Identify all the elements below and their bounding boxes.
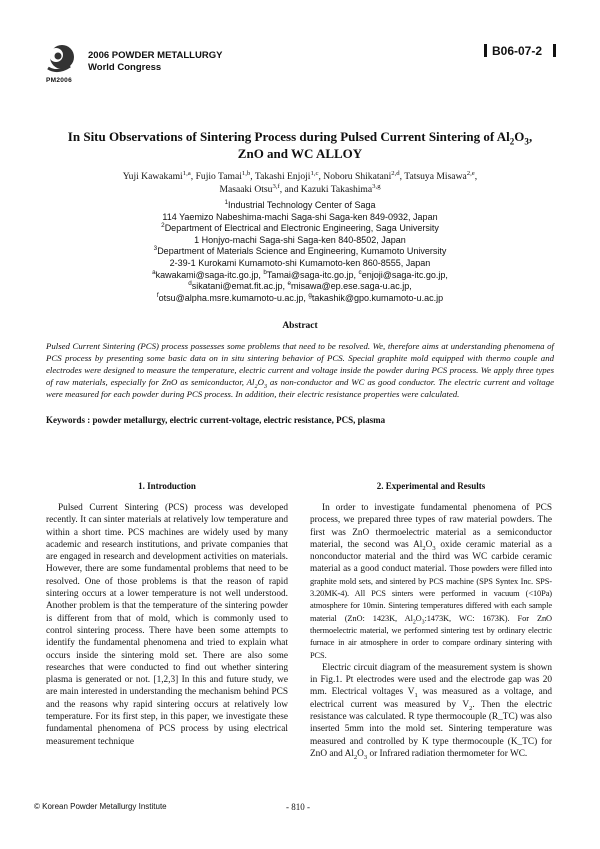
section2-paragraph-1: In order to investigate fundamental phenomena of PCS process, we prepared three types of raw material powders. The first was ZnO thermoelectric material as a semiconductor material, the second was $Al_2O_3$ oxide ceramic material as a nonconductor material and the third was WC carbide ceramic material as a good conduct material. Those powders were filled into graphite mold sets, and sintered by PCS machine (SPS Syntex Inc. SPS-3.20MK-4). All PCS sinters were performed in vacuum (<10Pa) atmosphere for 10min. Sintering temperatures differed with each sample material (ZnO: 1423K, $Al_2O_3:1473K$, WC: 1673K). For ZnO thermoelectric material, we performed sintering test by ordinary electric furnace in air atmosphere in order to compare ordinary sintering with PCS. bbox=[310, 503, 552, 660]
code-bar-left bbox=[484, 44, 487, 57]
logo-text: PM2006 bbox=[46, 77, 73, 84]
title-line2: ZnO and WC ALLOY bbox=[237, 146, 363, 161]
conference-name bbox=[88, 50, 222, 74]
page-number: - 810 - bbox=[286, 802, 310, 812]
authors bbox=[60, 170, 540, 196]
pm2006-logo-icon bbox=[42, 42, 78, 82]
title-line1: In Situ Observations of Sintering Process during Pulsed Current Sintering of $Al_2O_3$, bbox=[67, 129, 533, 147]
affiliation-2-address: 1 Honjyo-machi Saga-shi Saga-ken 840-8502, Japan bbox=[194, 234, 406, 245]
abstract-text: Pulsed Current Sintering (PCS) process possesses some problems that need to be resolved. We, therefore aims at understanding phenomena of PCS process by presenting some basic data on in situ sintering behavior of PCS. Special graphite mold equipped with thermo couple and electrodes were designed to measure the temperature, electric current and voltage inside the powder during PCS process. We apply three types of raw materials, especially for ZnO as semiconductor, $Al_2O_3$ as non-conductor and WC as good conductor. The electric current and voltage were measured for each powder during PCS process. In addition, their electric resistance properties were calculated. bbox=[46, 341, 554, 399]
email-line-1: $^a$kawakami@saga-itc.go.jp, $^b$Tamai@saga-itc.go.jp, $^c$enjoji@saga-itc.go.jp, bbox=[152, 268, 448, 280]
keywords: Keywords : powder metallurgy, electric current-voltage, electric resistance, PCS, plasma bbox=[46, 415, 386, 425]
section2-body bbox=[310, 502, 552, 760]
section2-paragraph-2: Electric circuit diagram of the measurement system is shown in Fig.1. Pt electrodes were used and the electrode gap was 20 mm. Electrical voltages $V_1$ was measured as a voltage, and electrical current was measured by $V_2$. Then the electric resistance was calculated. R type thermocouple (R_TC) was also inserted 5mm into the mold set. Sintering temperature was measured and controlled by K type thermocouple (K_TC) for ZnO and $Al_2O_3$ or Infrared radiation thermometer for WC. bbox=[310, 662, 552, 761]
affiliations bbox=[70, 200, 530, 304]
authors-line2: Masaaki Otsu$^{3,f}$, and Kazuki Takashima$^{3,g}$ bbox=[219, 182, 381, 195]
section1-body bbox=[46, 502, 288, 748]
conference-line2: World Congress bbox=[88, 62, 162, 73]
affiliation-3: $^3$Department of Materials Science and Engineering, Kumamoto University bbox=[153, 245, 447, 257]
paper-title bbox=[30, 128, 570, 162]
abstract-heading: Abstract bbox=[282, 321, 318, 331]
copyright-footer: © Korean Powder Metallurgy Institute bbox=[34, 802, 167, 811]
email-line-3: $^f$otsu@alpha.msre.kumamoto-u.ac.jp, $^g$takashik@gpo.kumamoto-u.ac.jp bbox=[156, 291, 444, 303]
paper-code: B06-07-2 bbox=[492, 44, 543, 58]
section2-heading: 2. Experimental and Results bbox=[376, 481, 486, 491]
affiliation-3-address: 2-39-1 Kurokami Kumamoto-shi Kumamoto-ken 860-8555, Japan bbox=[169, 257, 431, 268]
section1-heading: 1. Introduction bbox=[138, 481, 196, 491]
authors-line1: Yuji Kawakami$^{1,a}$, Fujio Tamai$^{1,b}$, Takashi Enjoji$^{1,c}$, Noboru Shikatani$^{2,d}$, Tatsuya Misawa$^{2,e}$, bbox=[122, 169, 478, 182]
code-bar-right bbox=[553, 44, 556, 57]
affiliation-1: $^1$Industrial Technology Center of Saga bbox=[224, 199, 376, 210]
section1-paragraph: Pulsed Current Sintering (PCS) process was developed recently. It can sinter materials at relatively low temperature and within a short time. PCS machines are widely used by many academic and research institutions, and private companies that are engaged in research and development activities on materials. However, there are some fundamental problems that need to be resolved. One of those problems is that the reason of rapid sintering occurs at a lower temperature is not well understood. Another problem is that the temperature of the sintering powder is different from that of mold, which is commonly used to control sintering process. There have been some attempts to identify the fundamental phenomena and tried to explain what occurs inside the sintering mold set. There are also some researches that were conducted to find out whether sintering plasma is generated or not. [1,2,3] In this and future study, we are main interested in understanding the mechanism behind PCS and the reasons why rapid sintering occurs at relatively low temperature. For its first step, in this paper, we investigate these fundamental phenomena of PCS process by using electrical measurement technique bbox=[46, 503, 288, 747]
affiliation-1-address: 114 Yaemizo Nabeshima-machi Saga-shi Saga-ken 849-0932, Japan bbox=[162, 211, 438, 222]
affiliation-2: $^2$Department of Electrical and Electronic Engineering, Saga University bbox=[161, 222, 439, 234]
email-line-2: $^d$sikatani@emat.fit.ac.jp, $^e$misawa@ep.ese.saga-u.ac.jp, bbox=[188, 280, 412, 292]
conference-line1: 2006 POWDER METALLURGY bbox=[88, 50, 223, 61]
